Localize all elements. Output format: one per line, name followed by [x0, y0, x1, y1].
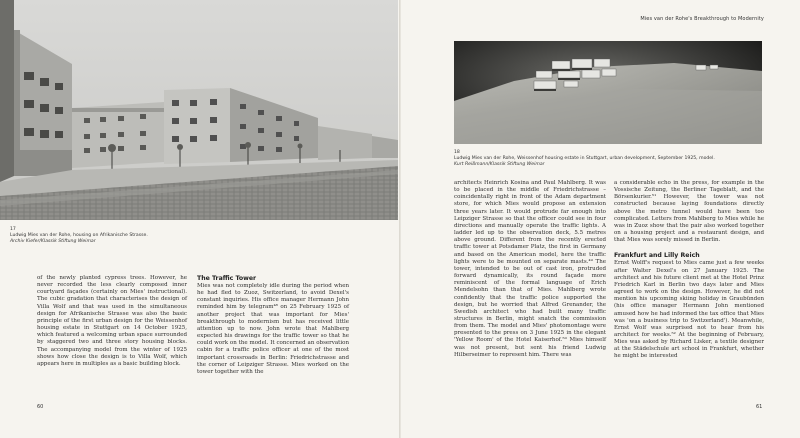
body-paragraph: Mies was not completely idle during the period when he had fled to Zuoz, Switzerland, to avoid Dexel's constant inquiries. His office manager Hermann John reminded him by telegram⁴⁸ on 25 February 1925 of another project that was important for Mies' breakthrough to modernism but has received little attention up to now. John wrote that Mahlberg expected his drawings for the traffic tower so that he could work on the model. It concerned an observation cabin for a traffic police officer at one of the most important crossroads in Berlin: Friedrichstrasse and the corner of Leipziger Strasse. Mies worked on the tower together with the [197, 283, 349, 375]
model-photo [454, 41, 762, 144]
gutter [399, 0, 401, 438]
photo-credit: Archiv Kiefer/Klassik Stiftung Weimar [10, 239, 96, 244]
caption-text: Ludwig Mies van der Rohe, Weissenhof housing estate in Stuttgart, urban development, September 1925, model. [454, 156, 715, 161]
body-paragraph: of the newly planted cypress trees. However, he never recorded the less clearly composed inner courtyard façades (certainly on Mies' instructional). The cubic gradation that characterises the design of Villa Wolf and that was used in the simultaneous design for Afrikanische Strasse was also the basic principle of the first urban design for the Weissenhof housing estate in Stuttgart on 14 October 1925, which featured a welcoming urban space surrounded by staggered two and three story housing blocks. The accompanying model from the winter of 1925 shows how close the design is to Villa Wolf, which appears here in multiples as a basic building block. [37, 275, 187, 367]
figure-18-caption [454, 150, 764, 168]
body-paragraph: Ernst Wolff's request to Mies came just a few weeks after Walter Dexel's on 27 January 1925. The architect and his future client met at the Hotel Prinz Friedrich Karl in Berlin two days later and Mies agreed to work on the design. However, he did not mention his upcoming skiing holiday in Graubünden (his office manager Hermann John mentioned amused how he had informed the tax office that Mies was 'on a business trip to Switzerland'). Meanwhile, Ernst Wolf was surprised not to hear from his architect for weeks.⁵² At the beginning of February, Mies was asked by Richard Lisker, a textile designer at the Städelschule art school in Frankfurt, whether he might be interested [614, 260, 764, 360]
body-paragraph: a considerable echo in the press, for example in the Vossische Zeitung, the Berliner Tageblatt, and the Börsenkurier.⁵¹ However, the tower was not constructed because laying foundations directly above the metro tunnel would have been too complicated. Letters from Mahlberg to Mies while he was in Zuoz show that the pair also worked together on a housing project and a restaurant design, and that Mies was sorely missed in Berlin. [614, 180, 764, 244]
housing-photo [0, 0, 398, 220]
section-heading: Frankfurt and Lilly Reich [614, 252, 700, 260]
figure-17-caption [10, 227, 250, 245]
left-page-column-2 [197, 275, 349, 376]
caption-text: Ludwig Mies van der Rohe, housing on Afrikanische Strasse. [10, 233, 148, 238]
right-page-column-1 [454, 180, 606, 359]
photo-credit: Kurt Reißmann/Klassik Stiftung Weimar [454, 162, 545, 167]
page-number-right: 61 [756, 404, 763, 410]
left-page-column-1 [37, 275, 187, 368]
body-paragraph: architects Heinrich Kosina and Paul Mahlberg. It was to be placed in the middle of Friedrichstrasse – coincidentally right in front of the Adam department store, for which Mies would propose an extension three years later. It would protrude far enough into Leipziger Strasse so that the officer could see in four directions and manually operate the traffic lights. A ladder led up to the observation deck, 5.5 metres above ground. Different from the recently erected traffic tower at Potsdamer Platz, the first in Germany and based on the American model, here the traffic lights were to be mounted on separate masts.⁴⁹ The tower, intended to be out of cast iron, protruded forward dynamically, its round façade more reminiscent of the formal language of Erich Mendelsohn than that of Mies. Mahlberg wrote confidently that the traffic police supported the design, but he worried that Alfred Grenander, the Swedish architect who had built many traffic structures in Berlin, might snatch the commission from them. The model and Mies' photomontage were presented to the press on 3 June 1925 in the elegant 'Yellow Room' of the Hotel Kaiserhof.⁵⁰ Mies himself was not present, but sent his friend Ludwig Hilberseimer to represent him. There was [454, 180, 606, 358]
page-number-left: 60 [37, 404, 44, 410]
figure-number: 18 [454, 150, 460, 155]
figure-number: 17 [10, 227, 16, 232]
right-page-column-2 [614, 180, 764, 361]
running-head: Mies van der Rohe's Breakthrough to Modernity [640, 16, 764, 22]
section-heading: The Traffic Tower [197, 275, 257, 282]
